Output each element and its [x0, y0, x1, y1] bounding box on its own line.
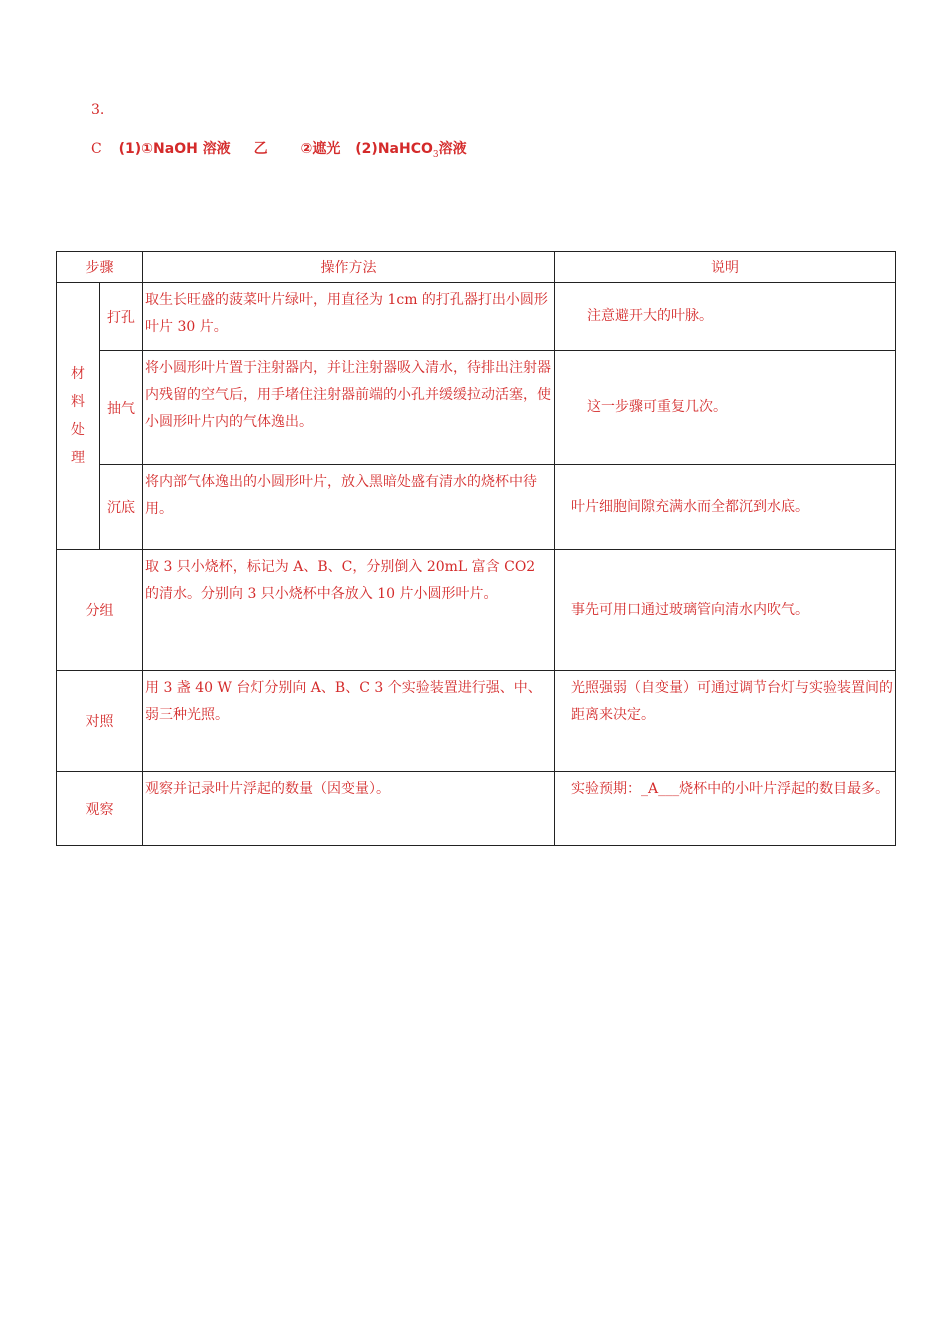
step-name: 打孔: [100, 283, 143, 351]
step-note: 事先可用口通过玻璃管向清水内吹气。: [555, 550, 896, 671]
step-name: 观察: [57, 772, 143, 846]
header-method: 操作方法: [143, 252, 555, 283]
answer-part2-suffix: 溶液: [438, 141, 467, 157]
table-row: [57, 550, 896, 671]
table-row: [57, 283, 896, 351]
step-note: 光照强弱（自变量）可通过调节台灯与实验装置间的距离来决定。: [555, 671, 896, 772]
group-label-material-processing: 材 料 处 理: [57, 283, 100, 550]
answer-part2-prefix: (2): [355, 141, 378, 157]
question-number: 3.: [91, 102, 105, 118]
step-name: 对照: [57, 671, 143, 772]
answer-part2-formula-sub: 3: [432, 149, 439, 160]
step-method: 取生长旺盛的菠菜叶片绿叶，用直径为 1cm 的打孔器打出小圆形叶片 30 片。: [143, 283, 555, 351]
step-method: 用 3 盏 40 W 台灯分别向 A、B、C 3 个实验装置进行强、中、弱三种光照。: [143, 671, 555, 772]
step-method: 取 3 只小烧杯，标记为 A、B、C，分别倒入 20mL 富含 CO2 的清水。分别向 3 只小烧杯中各放入 10 片小圆形叶片。: [143, 550, 555, 671]
step-name: 分组: [57, 550, 143, 671]
answer-part1-reagent: NaOH 溶液: [153, 141, 231, 157]
answer-part1-item: 乙: [253, 141, 268, 157]
table-header-row: [57, 252, 896, 283]
table-row: [57, 671, 896, 772]
answer-part1-prefix: (1)①: [118, 141, 154, 157]
answer-part1-b: ②遮光: [300, 141, 341, 157]
step-name: 沉底: [100, 465, 143, 550]
step-method: 观察并记录叶片浮起的数量（因变量）。: [143, 772, 555, 846]
step-method: 将内部气体逸出的小圆形叶片，放入黑暗处盛有清水的烧杯中待用。: [143, 465, 555, 550]
step-note: 实验预期：_A___烧杯中的小叶片浮起的数目最多。: [555, 772, 896, 846]
step-name: 抽气: [100, 351, 143, 465]
table-row: [57, 351, 896, 465]
step-note: 注意避开大的叶脉。: [555, 283, 896, 351]
experiment-steps-table: [56, 251, 896, 846]
answer-part2-formula: NaHCO: [377, 141, 433, 157]
table-row: [57, 465, 896, 550]
answer-letter: C: [91, 141, 102, 157]
header-note: 说明: [555, 252, 896, 283]
header-step: 步骤: [57, 252, 143, 283]
step-method: 将小圆形叶片置于注射器内，并让注射器吸入清水，待排出注射器内残留的空气后，用手堵住注射器前端的小孔并缓缓拉动活塞，使小圆形叶片内的气体逸出。: [143, 351, 555, 465]
table-row: [57, 772, 896, 846]
answer-line: [91, 138, 467, 160]
step-note: 这一步骤可重复几次。: [555, 351, 896, 465]
step-note: 叶片细胞间隙充满水而全都沉到水底。: [555, 465, 896, 550]
